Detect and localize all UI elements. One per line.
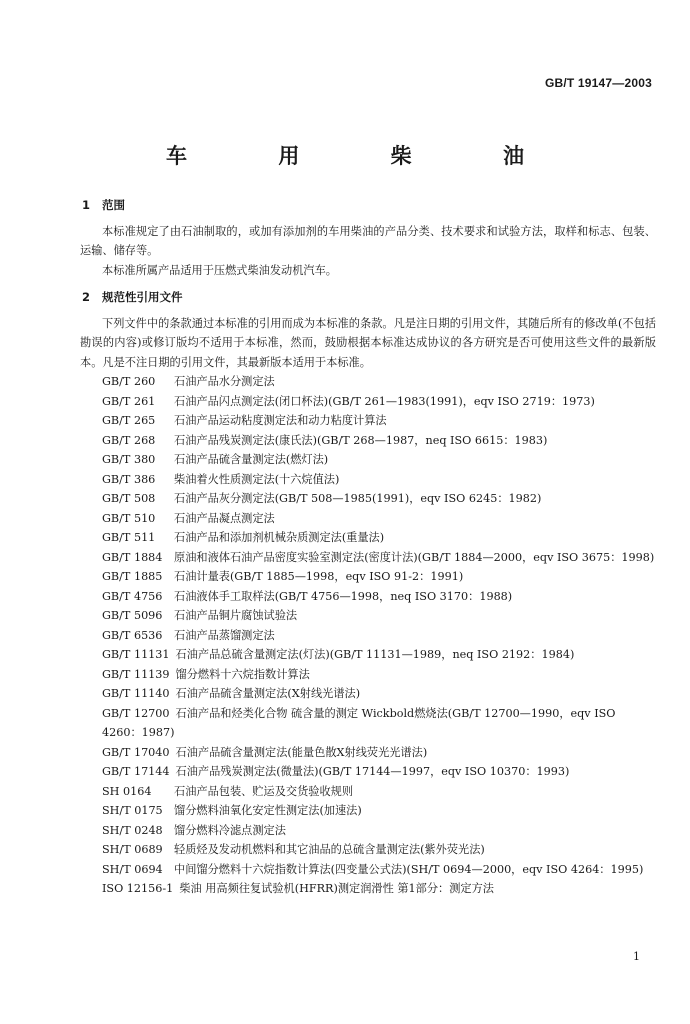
section-1-heading	[82, 196, 656, 216]
reference-code: ISO 12156-1	[102, 882, 174, 895]
reference-title: 石油产品闪点测定法(闭口杯法)(GB/T 261—1983(1991)，eqv ISO 2719：1973)	[174, 394, 595, 408]
reference-item	[80, 470, 656, 490]
reference-item	[80, 411, 656, 431]
reference-title: 中间馏分燃料十六烷指数计算法(四变量公式法)(SH/T 0694—2000，eqv ISO 4264：1995)	[174, 862, 644, 876]
standard-number: GB/T 19147—2003	[544, 76, 652, 90]
reference-item	[80, 372, 656, 392]
reference-code: GB/T 265	[102, 414, 156, 427]
reference-item	[80, 801, 656, 821]
reference-title: 石油计量表(GB/T 1885—1998，eqv ISO 91-2：1991)	[174, 570, 464, 583]
references-intro-paragraph: 下列文件中的条款通过本标准的引用而成为本标准的条款。凡是注日期的引用文件，其随后所有的修改单(不包括勘误的内容)或修订版均不适用于本标准，然而，鼓励根据本标准达成协议的各方研究是否可使用这些文件的最新版本。凡是不注日期的引用文件，其最新版本适用于本标准。	[80, 316, 656, 369]
reference-item	[80, 606, 656, 626]
reference-title: 馏分燃料十六烷指数计算法	[175, 667, 310, 681]
reference-code: GB/T 268	[102, 433, 156, 447]
reference-title: 石油产品灰分测定法(GB/T 508—1985(1991)，eqv ISO 6245：1982)	[174, 492, 542, 505]
reference-code: SH/T 0689	[102, 843, 163, 856]
reference-item	[80, 450, 656, 470]
reference-title: 原油和液体石油产品密度实验室测定法(密度计法)(GB/T 1884—2000，eqv ISO 3675：1998)	[174, 550, 655, 564]
reference-code: GB/T 11140	[102, 687, 170, 700]
reference-title: 石油产品硫含量测定法(X射线光谱法)	[175, 687, 361, 700]
reference-code: GB/T 510	[102, 511, 156, 525]
reference-item	[80, 528, 656, 548]
reference-title: 柴油 用高频往复试验机(HFRR)测定润滑性 第1部分：测定方法	[179, 882, 494, 895]
reference-code: GB/T 511	[102, 531, 156, 544]
reference-code: GB/T 17144	[102, 765, 170, 778]
reference-title: 石油产品运动粘度测定法和动力粘度计算法	[174, 414, 387, 427]
reference-code: GB/T 4756	[102, 589, 163, 603]
reference-title: 石油产品凝点测定法	[174, 511, 275, 525]
document-title: 车 用 柴 油	[166, 144, 566, 168]
reference-code: GB/T 12700	[102, 706, 170, 720]
reference-title: 石油产品总硫含量测定法(灯法)(GB/T 11131—1989，neq ISO 2192：1984)	[175, 648, 575, 661]
reference-item	[80, 587, 656, 607]
reference-code: SH/T 0694	[102, 862, 163, 876]
reference-item	[80, 860, 656, 880]
reference-title: 柴油着火性质测定法(十六烷值法)	[174, 472, 340, 486]
reference-title: 石油产品水分测定法	[174, 375, 275, 388]
reference-title: 石油产品包装、贮运及交货验收规则	[174, 784, 354, 798]
reference-item	[80, 392, 656, 412]
reference-title: 石油液体手工取样法(GB/T 4756—1998，neq ISO 3170：1988)	[174, 589, 513, 603]
reference-title: 馏分燃料油氧化安定性测定法(加速法)	[174, 804, 362, 817]
section-title: 范围	[102, 198, 125, 212]
reference-title: 馏分燃料冷滤点测定法	[174, 823, 286, 837]
reference-title: 石油产品和添加剂机械杂质测定法(重量法)	[174, 531, 385, 544]
reference-code: GB/T 17040	[102, 745, 170, 759]
section-number: 2	[82, 290, 91, 304]
document-body	[80, 196, 656, 899]
reference-item	[80, 509, 656, 529]
reference-item	[80, 762, 656, 782]
reference-title: 石油产品铜片腐蚀试验法	[174, 609, 298, 622]
reference-code: GB/T 11131	[102, 648, 170, 661]
reference-item	[80, 821, 656, 841]
reference-item	[80, 704, 656, 743]
reference-title: 石油产品硫含量测定法(燃灯法)	[174, 453, 329, 466]
reference-code: SH 0164	[102, 784, 152, 798]
reference-title: 轻质烃及发动机燃料和其它油品的总硫含量测定法(紫外荧光法)	[174, 843, 485, 856]
reference-item	[80, 684, 656, 704]
reference-code: GB/T 260	[102, 375, 156, 388]
scope-paragraph: 本标准所属产品适用于压燃式柴油发动机汽车。	[102, 263, 337, 277]
section-number: 1	[82, 198, 91, 212]
section-title: 规范性引用文件	[102, 290, 183, 304]
reference-item	[80, 489, 656, 509]
reference-code: GB/T 386	[102, 472, 156, 486]
reference-code: SH/T 0175	[102, 804, 163, 817]
reference-code: SH/T 0248	[102, 823, 163, 837]
reference-code: GB/T 380	[102, 453, 156, 466]
reference-code: GB/T 11139	[102, 667, 170, 681]
page-number: 1	[633, 950, 640, 963]
reference-item	[80, 626, 656, 646]
reference-title: 石油产品蒸馏测定法	[174, 628, 275, 642]
reference-item	[80, 840, 656, 860]
reference-list	[86, 372, 656, 899]
reference-item	[80, 645, 656, 665]
reference-code: GB/T 6536	[102, 628, 163, 642]
reference-title: 石油产品残炭测定法(微量法)(GB/T 17144—1997，eqv ISO 10370：1993)	[175, 765, 570, 778]
reference-title: 石油产品硫含量测定法(能量色散X射线荧光光谱法)	[175, 745, 428, 759]
reference-title: 石油产品和烃类化合物 硫含量的测定 Wickbold燃烧法(GB/T 12700—1990，eqv ISO 4260：1987)	[102, 706, 616, 739]
reference-code: GB/T 508	[102, 492, 156, 505]
reference-code: GB/T 1884	[102, 550, 163, 564]
reference-title: 石油产品残炭测定法(康氏法)(GB/T 268—1987，neq ISO 6615：1983)	[174, 433, 548, 447]
reference-code: GB/T 1885	[102, 570, 163, 583]
reference-item	[80, 665, 656, 685]
reference-item	[80, 567, 656, 587]
reference-item	[80, 879, 656, 899]
section-2-heading	[82, 288, 656, 308]
scope-paragraph: 本标准规定了由石油制取的，或加有添加剂的车用柴油的产品分类、技术要求和试验方法，取样和标志、包装、运输、储存等。	[80, 224, 656, 257]
reference-item	[80, 782, 656, 802]
reference-code: GB/T 261	[102, 394, 156, 408]
reference-item	[80, 431, 656, 451]
reference-item	[80, 548, 656, 568]
reference-code: GB/T 5096	[102, 609, 163, 622]
reference-item	[80, 743, 656, 763]
